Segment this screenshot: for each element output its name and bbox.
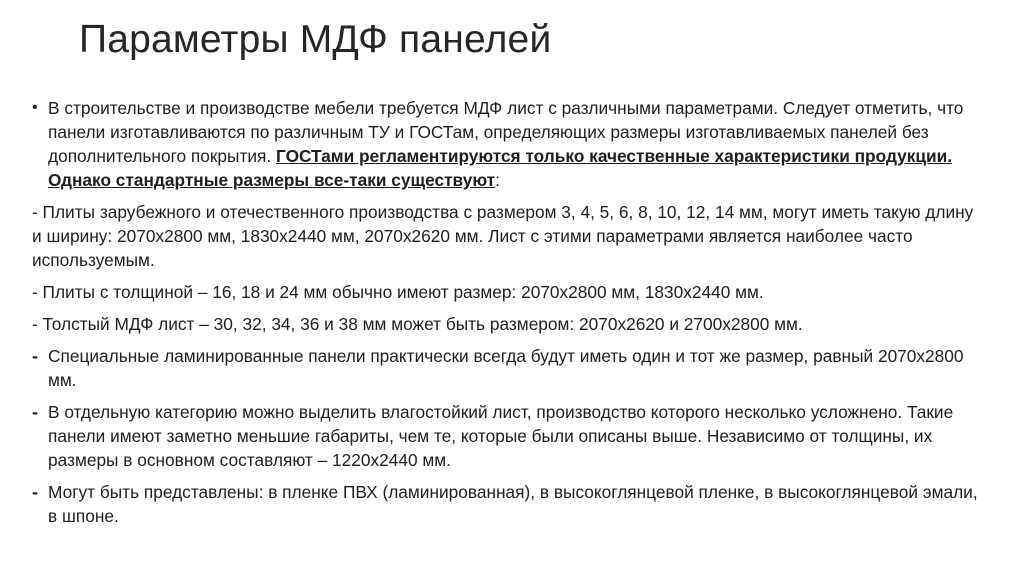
paragraph-moisture-resistant: [32, 400, 982, 472]
dash-bullet-icon: -: [32, 482, 38, 502]
bullet-dot-icon: •: [32, 99, 38, 116]
paragraph-laminated-panels: [32, 344, 982, 392]
dash-bullet-icon: -: [32, 402, 38, 422]
paragraph-intro: [32, 96, 982, 192]
paragraph-foreign-domestic-sizes: - Плиты зарубежного и отечественного производства с размером 3, 4, 5, 6, 8, 10, 12, 14 мм, могут иметь такую длину и ширину: 2070x2800 мм, 1830x2440 мм, 2070x2620 мм. Лист с этими параметрами является наиболее часто используемым.: [32, 202, 974, 270]
paragraph-thickness-16-24: - Плиты с толщиной – 16, 18 и 24 мм обычно имеют размер: 2070x2800 мм, 1830x2440 мм.: [32, 282, 764, 302]
intro-text-end: :: [495, 170, 500, 190]
slide-title: Параметры МДФ панелей: [79, 18, 552, 61]
paragraph-thick-sheet: - Толстый МДФ лист – 30, 32, 34, 36 и 38 мм может быть размером: 2070x2620 и 2700x2800 мм.: [32, 314, 803, 334]
intro-text: В строительстве и производстве мебели требуется МДФ лист с различными параметрами. Следует отметить, что панели изготавливаются по различным ТУ и ГОСТам, определяющих размеры изготавливаемых панелей без дополнительного покрытия.: [48, 98, 964, 166]
laminated-text: Специальные ламинированные панели практически всегда будут иметь один и тот же размер, равный 2070x2800 мм.: [48, 346, 964, 390]
coatings-text: Могут быть представлены: в пленке ПВХ (ламинированная), в высокоглянцевой пленке, в высокоглянцевой эмали, в шпоне.: [48, 482, 978, 526]
intro-emphasis-text: ГОСТами регламентируются только качественные характеристики продукции. Однако стандартные размеры все-таки существуют: [48, 146, 953, 190]
dash-bullet-icon: -: [32, 346, 38, 366]
slide-body: [32, 96, 982, 536]
moisture-text: В отдельную категорию можно выделить влагостойкий лист, производство которого несколько усложнено. Такие панели имеют заметно меньшие габариты, чем те, которые были описаны выше. Независимо от толщины, их размеры в основном составляют – 1220x2440 мм.: [48, 402, 954, 470]
paragraph-coatings: [32, 480, 982, 528]
